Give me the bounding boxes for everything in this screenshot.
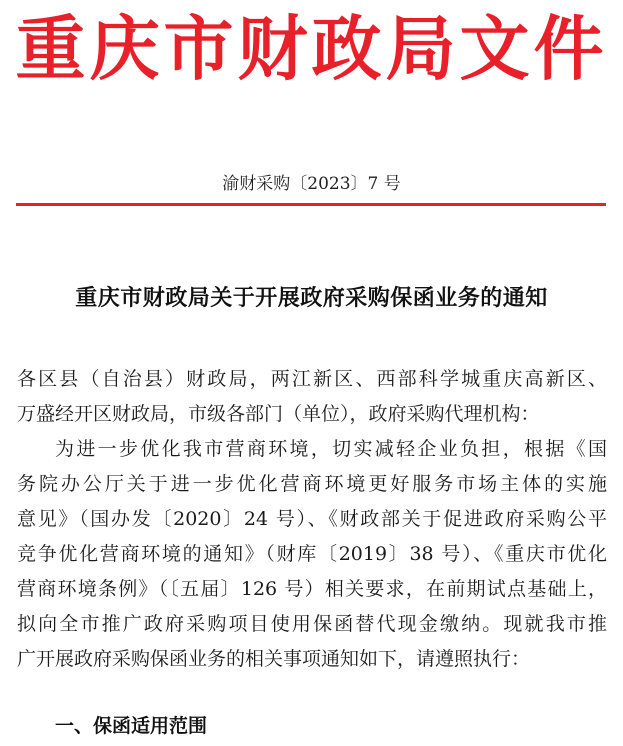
body-line-addressee-1: 各区县（自治县）财政局，两江新区、西部科学城重庆高新区、 [17, 368, 607, 390]
body-line-paragraph-4: 竞争优化营商环境的通知》（财库〔2019〕38 号）、《重庆市优化 [17, 543, 607, 565]
section-heading-scope: 一、保函适用范围 [55, 715, 208, 737]
body-line-paragraph-7: 广开展政府采购保函业务的相关事项通知如下，请遵照执行： [17, 648, 531, 670]
document-number: 渝财采购〔2023〕7 号 [222, 174, 401, 194]
body-line-addressee-2: 万盛经开区财政局，市级各部门（单位），政府采购代理机构： [17, 403, 540, 425]
notice-title: 重庆市财政局关于开展政府采购保函业务的通知 [75, 286, 548, 311]
body-line-paragraph-5: 营商环境条例》（〔五届〕126 号）相关要求，在前期试点基础上， [17, 578, 607, 600]
body-line-paragraph-1: 为进一步优化我市营商环境，切实减轻企业负担，根据《国 [55, 438, 607, 460]
body-line-paragraph-3: 意见》（国办发〔2020〕24 号）、《财政部关于促进政府采购公平 [17, 508, 607, 530]
body-line-paragraph-2: 务院办公厅关于进一步优化营商环境更好服务市场主体的实施 [17, 473, 607, 495]
red-separator-rule [16, 203, 606, 206]
body-line-paragraph-6: 拟向全市推广政府采购项目使用保函替代现金缴纳。现就我市推 [17, 613, 607, 635]
notice-body [17, 362, 607, 677]
masthead-title: 重庆市财政局文件 [15, 7, 608, 90]
